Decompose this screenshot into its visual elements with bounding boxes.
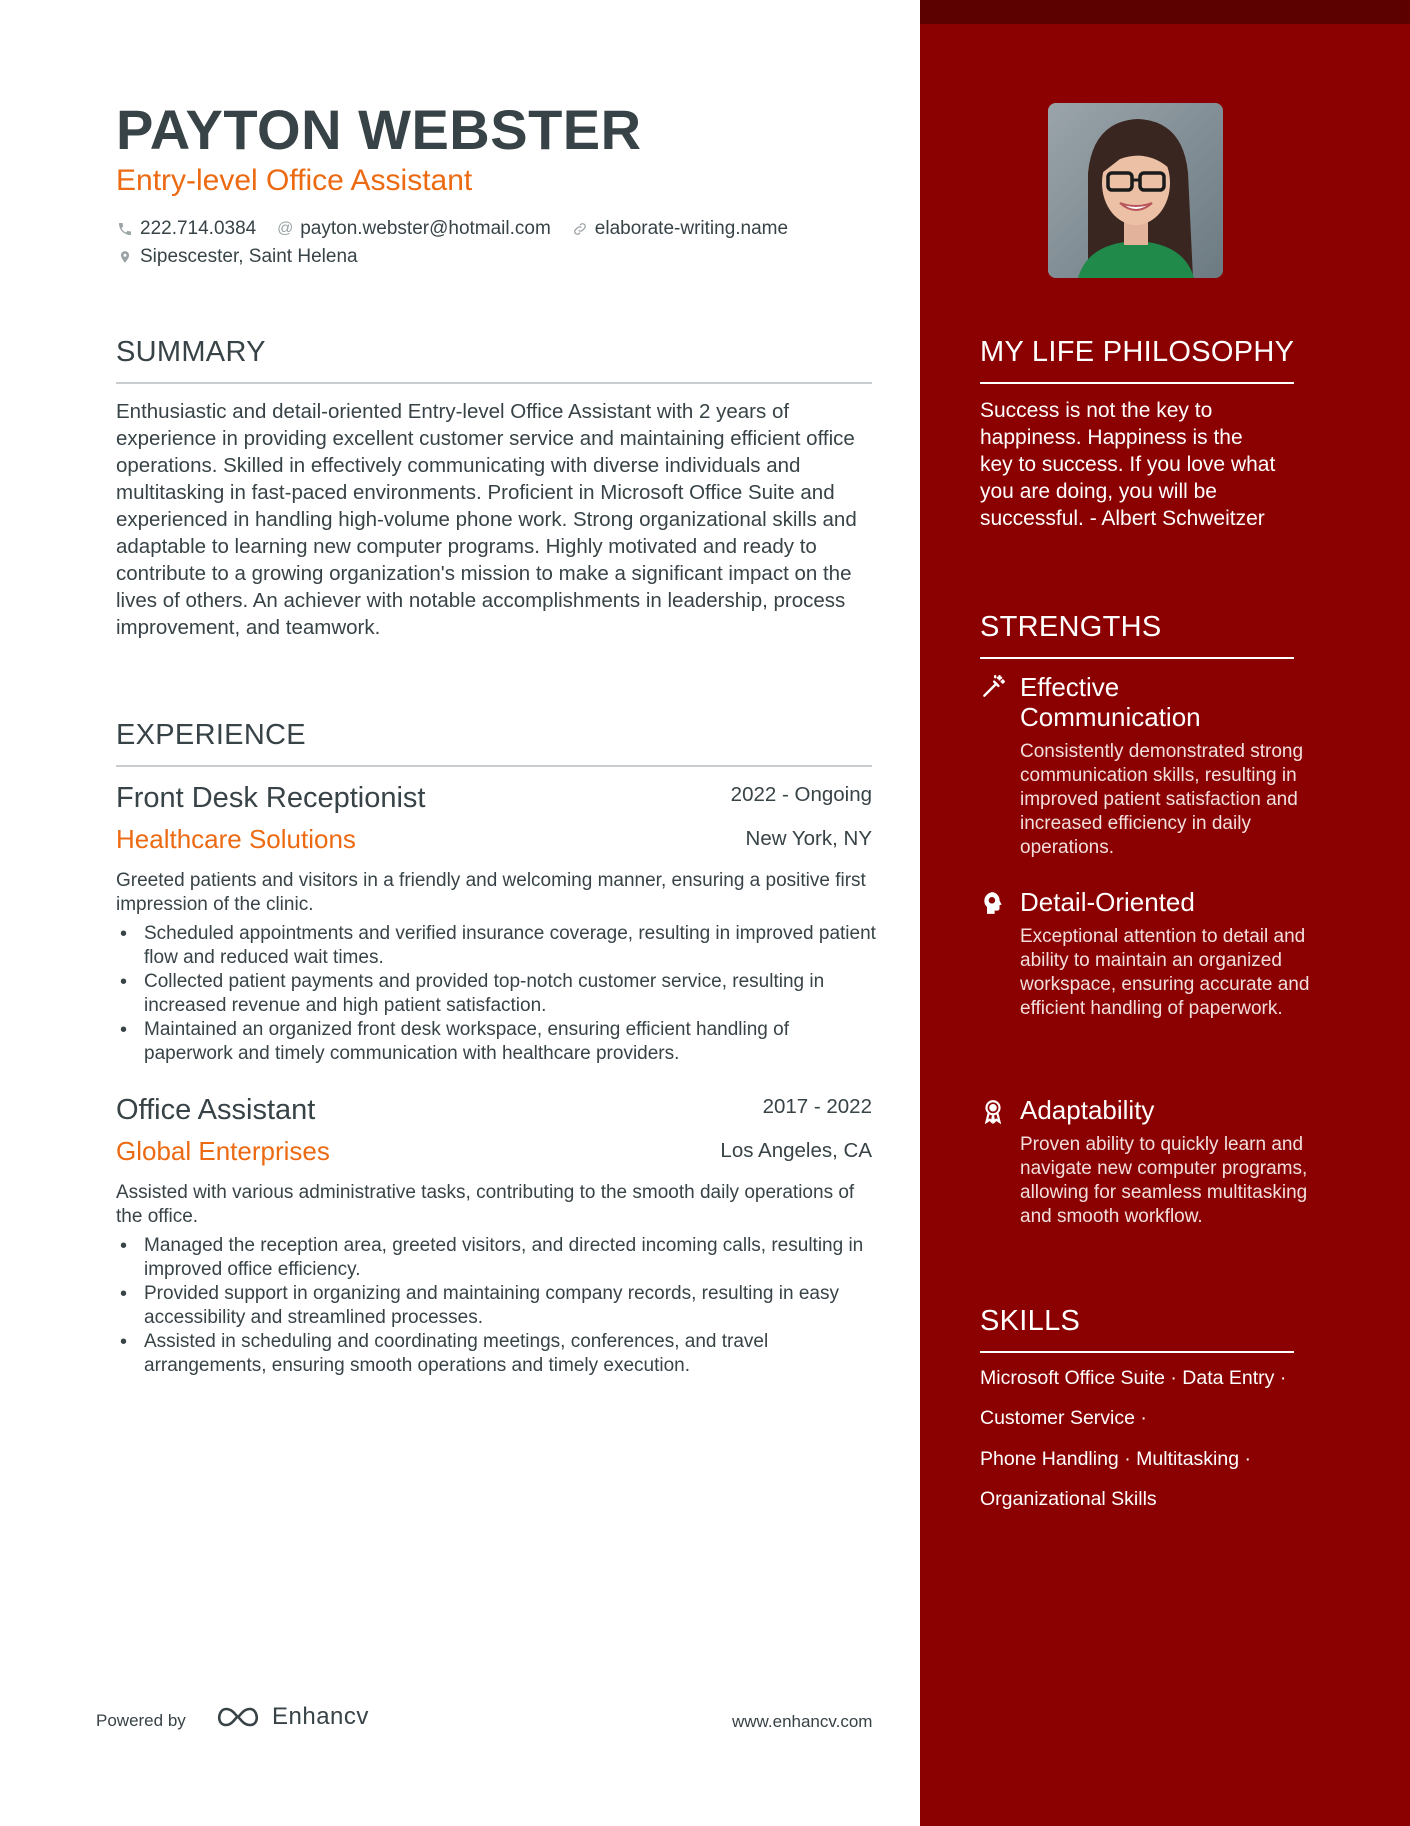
phone-icon: [116, 220, 134, 238]
strength-description: Proven ability to quickly learn and navigate new computer programs, allowing for seamless multitasking and smooth workflow.: [1020, 1134, 1308, 1227]
philosophy-divider: [980, 382, 1294, 384]
contact-phone[interactable]: [116, 217, 256, 241]
list-item: • Provided support in organizing and maintaining company records, resulting in easy accessibility and streamlined processes.: [116, 1282, 876, 1330]
strength-title: Effective Communication: [1020, 672, 1201, 732]
philosophy-heading: MY LIFE PHILOSOPHY: [980, 336, 1295, 368]
skills-heading: SKILLS: [980, 1305, 1081, 1337]
skills-line: Microsoft Office Suite · Data Entry ·: [980, 1367, 1287, 1389]
profile-photo: [1048, 103, 1223, 278]
enhancv-logo[interactable]: [214, 1703, 369, 1731]
phone-text: 222.714.0384: [140, 218, 257, 239]
job-description: Greeted patients and visitors in a friendly and welcoming manner, ensuring a positive first impression of the clinic.: [116, 870, 866, 915]
list-item: • Collected patient payments and provided top-notch customer service, resulting in increased revenue and high patient satisfaction.: [116, 970, 876, 1018]
candidate-role: Entry-level Office Assistant: [116, 164, 473, 197]
sidebar-top-strip: [920, 0, 1410, 24]
footer-url[interactable]: www.enhancv.com: [732, 1712, 873, 1731]
candidate-name: PAYTON WEBSTER: [116, 98, 642, 161]
link-icon: [571, 220, 589, 238]
job-company: Healthcare Solutions: [116, 824, 356, 854]
skills-line: Customer Service ·: [980, 1407, 1147, 1429]
contact-location: [116, 245, 358, 269]
list-item: • Scheduled appointments and verified insurance coverage, resulting in improved patient flow and reduced wait times.: [116, 922, 876, 970]
job-title: Office Assistant: [116, 1094, 316, 1126]
at-icon: @: [277, 220, 294, 237]
list-item: • Assisted in scheduling and coordinating meetings, conferences, and travel arrangements, ensuring smooth operations and timely execution.: [116, 1330, 876, 1378]
footer-brand: Enhancv: [272, 1703, 369, 1730]
job-dates: 2017 - 2022: [762, 1095, 872, 1118]
email-text: payton.webster@hotmail.com: [300, 218, 551, 239]
job-description: Assisted with various administrative tasks, contributing to the smooth daily operations of the office.: [116, 1182, 855, 1227]
strengths-heading: STRENGTHS: [980, 611, 1162, 643]
job-bullets: [116, 922, 876, 1066]
summary-divider: [116, 382, 872, 384]
job-location: New York, NY: [745, 827, 872, 850]
list-item: • Managed the reception area, greeted visitors, and directed incoming calls, resulting in improved office efficiency.: [116, 1234, 876, 1282]
location-text: Sipescester, Saint Helena: [140, 246, 358, 267]
website-text: elaborate-writing.name: [594, 218, 789, 239]
infinity-logo-icon: [214, 1704, 262, 1730]
strength-title: Adaptability: [1020, 1095, 1155, 1125]
job-dates: 2022 - Ongoing: [730, 783, 872, 806]
job-company: Global Enterprises: [116, 1136, 330, 1166]
strength-description: Consistently demonstrated strong communication skills, resulting in improved patient satisfaction and increased efficiency in daily operations.: [1020, 741, 1304, 858]
strengths-divider: [980, 657, 1294, 659]
contact-row-2: [116, 245, 378, 269]
philosophy-quote: Success is not the key to happiness. Happiness is the key to success. If you love what you are doing, you will be successful. - Albert Schweitzer: [980, 399, 1276, 530]
head-brain-icon: [980, 890, 1006, 916]
award-ribbon-icon: [980, 1098, 1006, 1124]
strength-description: Exceptional attention to detail and ability to maintain an organized workspace, ensuring accurate and efficient handling of paperwork.: [1020, 926, 1310, 1019]
skills-divider: [980, 1351, 1294, 1353]
job-location: Los Angeles, CA: [720, 1139, 872, 1162]
job-bullets: [116, 1234, 876, 1378]
experience-heading: EXPERIENCE: [116, 719, 306, 751]
contact-row-1: [116, 217, 808, 241]
contact-website[interactable]: [571, 217, 788, 241]
summary-heading: SUMMARY: [116, 336, 266, 368]
list-item: • Maintained an organized front desk workspace, ensuring efficient handling of paperwork and timely communication with healthcare providers.: [116, 1018, 876, 1066]
experience-divider: [116, 765, 872, 767]
skills-line: Phone Handling · Multitasking ·: [980, 1448, 1251, 1470]
summary-text: Enthusiastic and detail-oriented Entry-level Office Assistant with 2 years of experience in providing excellent customer service and maintaining efficient office operations. Skilled in effectively communicating with diverse individuals and multitasking in fast-paced environments. Proficient in Microsoft Office Suite and experienced in handling high-volume phone work. Strong organizational skills and adaptable to learning new computer programs. Highly motivated and ready to contribute to a growing organization's mission to make a significant impact on the lives of others. An achiever with notable accomplishments in leadership, process improvement, and teamwork.: [116, 400, 857, 639]
contact-email[interactable]: [276, 217, 551, 241]
location-pin-icon: [116, 248, 134, 266]
skills-line: Organizational Skills: [980, 1488, 1157, 1510]
footer-powered-by: Powered by: [96, 1711, 186, 1730]
job-title: Front Desk Receptionist: [116, 782, 426, 814]
strength-title: Detail-Oriented: [1020, 887, 1195, 917]
magic-wand-icon: [980, 674, 1006, 700]
